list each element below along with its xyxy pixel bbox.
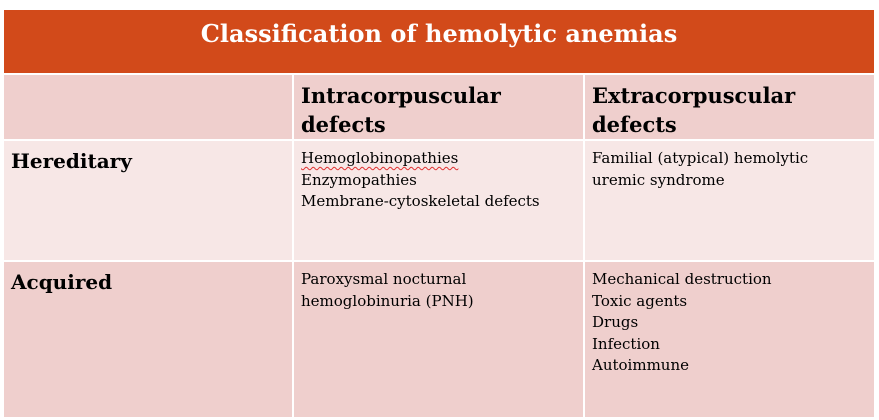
table-row-acquired [3,261,875,418]
list-item: Infection [592,334,660,353]
row-label-hereditary: Hereditary [11,149,132,173]
list-item: Autoimmune [592,356,689,374]
header-extracorpuscular-label: Extracorpuscular defects [592,83,796,137]
row-label-cell [3,140,293,261]
list-item: Toxic agents [592,291,688,310]
header-intracorpuscular-label: Intracorpuscular defects [301,83,501,137]
list-item: Enzymopathies [301,170,417,189]
cell-hereditary-extracorpuscular [584,140,875,261]
header-intracorpuscular [293,74,584,140]
list-item: Drugs [592,313,639,331]
row-label-acquired: Acquired [11,270,113,294]
list-item: Familial (atypical) hemolytic uremic syndrome [592,149,809,189]
list-item: Mechanical destruction [592,270,772,288]
list-item: Paroxysmal nocturnal hemoglobinuria (PNH) [301,270,474,310]
classification-table [2,8,876,419]
table-row-hereditary [3,140,875,261]
list-item [301,148,577,170]
cell-acquired-intracorpuscular [293,261,584,418]
header-empty-cell [3,74,293,140]
spellcheck-text: Hemoglobinopathies [301,149,459,167]
table-title: Classification of hemolytic anemias [3,9,875,74]
header-extracorpuscular [584,74,875,140]
list-item: Membrane-cytoskeletal defects [301,192,540,210]
header-row [3,74,875,140]
row-label-cell [3,261,293,418]
cell-acquired-extracorpuscular [584,261,875,418]
cell-hereditary-intracorpuscular [293,140,584,261]
